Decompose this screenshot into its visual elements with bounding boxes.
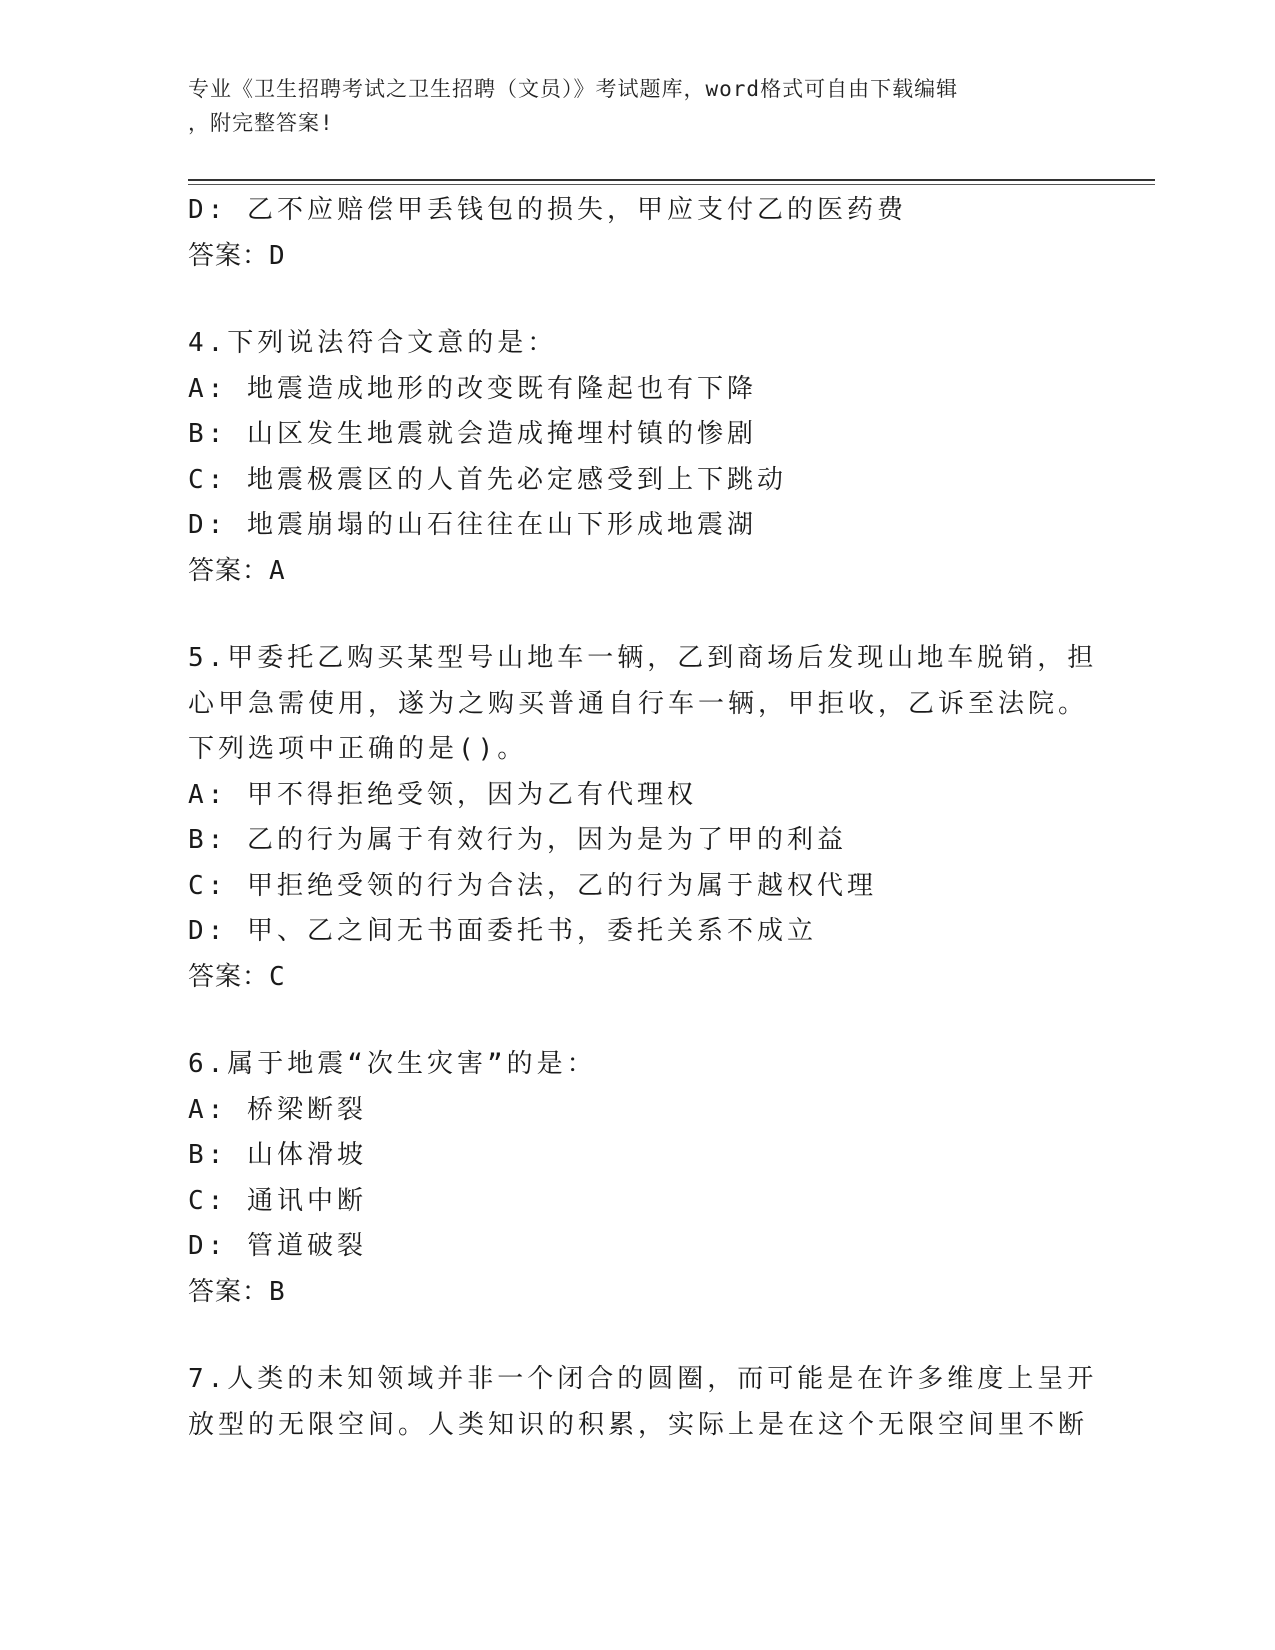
- question-stem-line-1: 5.甲委托乙购买某型号山地车一辆，乙到商场后发现山地车脱销，担: [188, 643, 1098, 673]
- question-stem-line-2: 放型的无限空间。人类知识的积累，实际上是在这个无限空间里不断: [188, 1409, 1089, 1440]
- answer: 答案：A: [188, 555, 286, 586]
- option-d: D: 甲、乙之间无书面委托书，委托关系不成立: [188, 916, 817, 946]
- question-7: [188, 1357, 1098, 1448]
- question-3-tail: [188, 188, 1088, 279]
- answer: 答案：B: [188, 1276, 286, 1307]
- option-a: A: 桥梁断裂: [188, 1094, 367, 1125]
- question-stem-line-1: 7.人类的未知领域并非一个闭合的圆圈，而可能是在许多维度上呈开: [188, 1364, 1098, 1394]
- question-6: [188, 1042, 1088, 1315]
- question-5: [188, 636, 1098, 1000]
- question-stem-line-3: 下列选项中正确的是()。: [188, 734, 528, 764]
- option-b: B: 山区发生地震就会造成掩埋村镇的惨剧: [188, 419, 757, 449]
- question-stem-line-2: 心甲急需使用，遂为之购买普通自行车一辆，甲拒收，乙诉至法院。: [188, 688, 1089, 719]
- option-d: D: 乙不应赔偿甲丢钱包的损失，甲应支付乙的医药费: [188, 195, 907, 225]
- option-b: B: 乙的行为属于有效行为，因为是为了甲的利益: [188, 825, 847, 855]
- option-b: B: 山体滑坡: [188, 1140, 367, 1170]
- question-stem: 4.下列说法符合文意的是：: [188, 328, 558, 358]
- option-c: C: 地震极震区的人首先必定感受到上下跳动: [188, 464, 787, 495]
- option-c: C: 甲拒绝受领的行为合法，乙的行为属于越权代理: [188, 870, 877, 901]
- option-c: C: 通讯中断: [188, 1185, 367, 1216]
- answer: 答案：D: [188, 240, 286, 271]
- header-rule-thin: [188, 184, 1155, 185]
- answer: 答案：C: [188, 961, 286, 992]
- option-a: A: 地震造成地形的改变既有隆起也有下降: [188, 373, 757, 404]
- header-line-1: 专业《卫生招聘考试之卫生招聘（文员）》考试题库，word格式可自由下载编辑: [188, 77, 959, 101]
- question-list: [188, 188, 1098, 1448]
- header-rule-thick: [188, 179, 1155, 181]
- header-line-2: ，附完整答案!: [188, 111, 334, 135]
- option-d: D: 管道破裂: [188, 1231, 367, 1261]
- option-a: A: 甲不得拒绝受领，因为乙有代理权: [188, 779, 697, 810]
- option-d: D: 地震崩塌的山石往往在山下形成地震湖: [188, 510, 757, 540]
- question-stem: 6.属于地震“次生灾害”的是：: [188, 1049, 597, 1079]
- question-4: [188, 321, 1088, 594]
- page-header: [188, 72, 1068, 140]
